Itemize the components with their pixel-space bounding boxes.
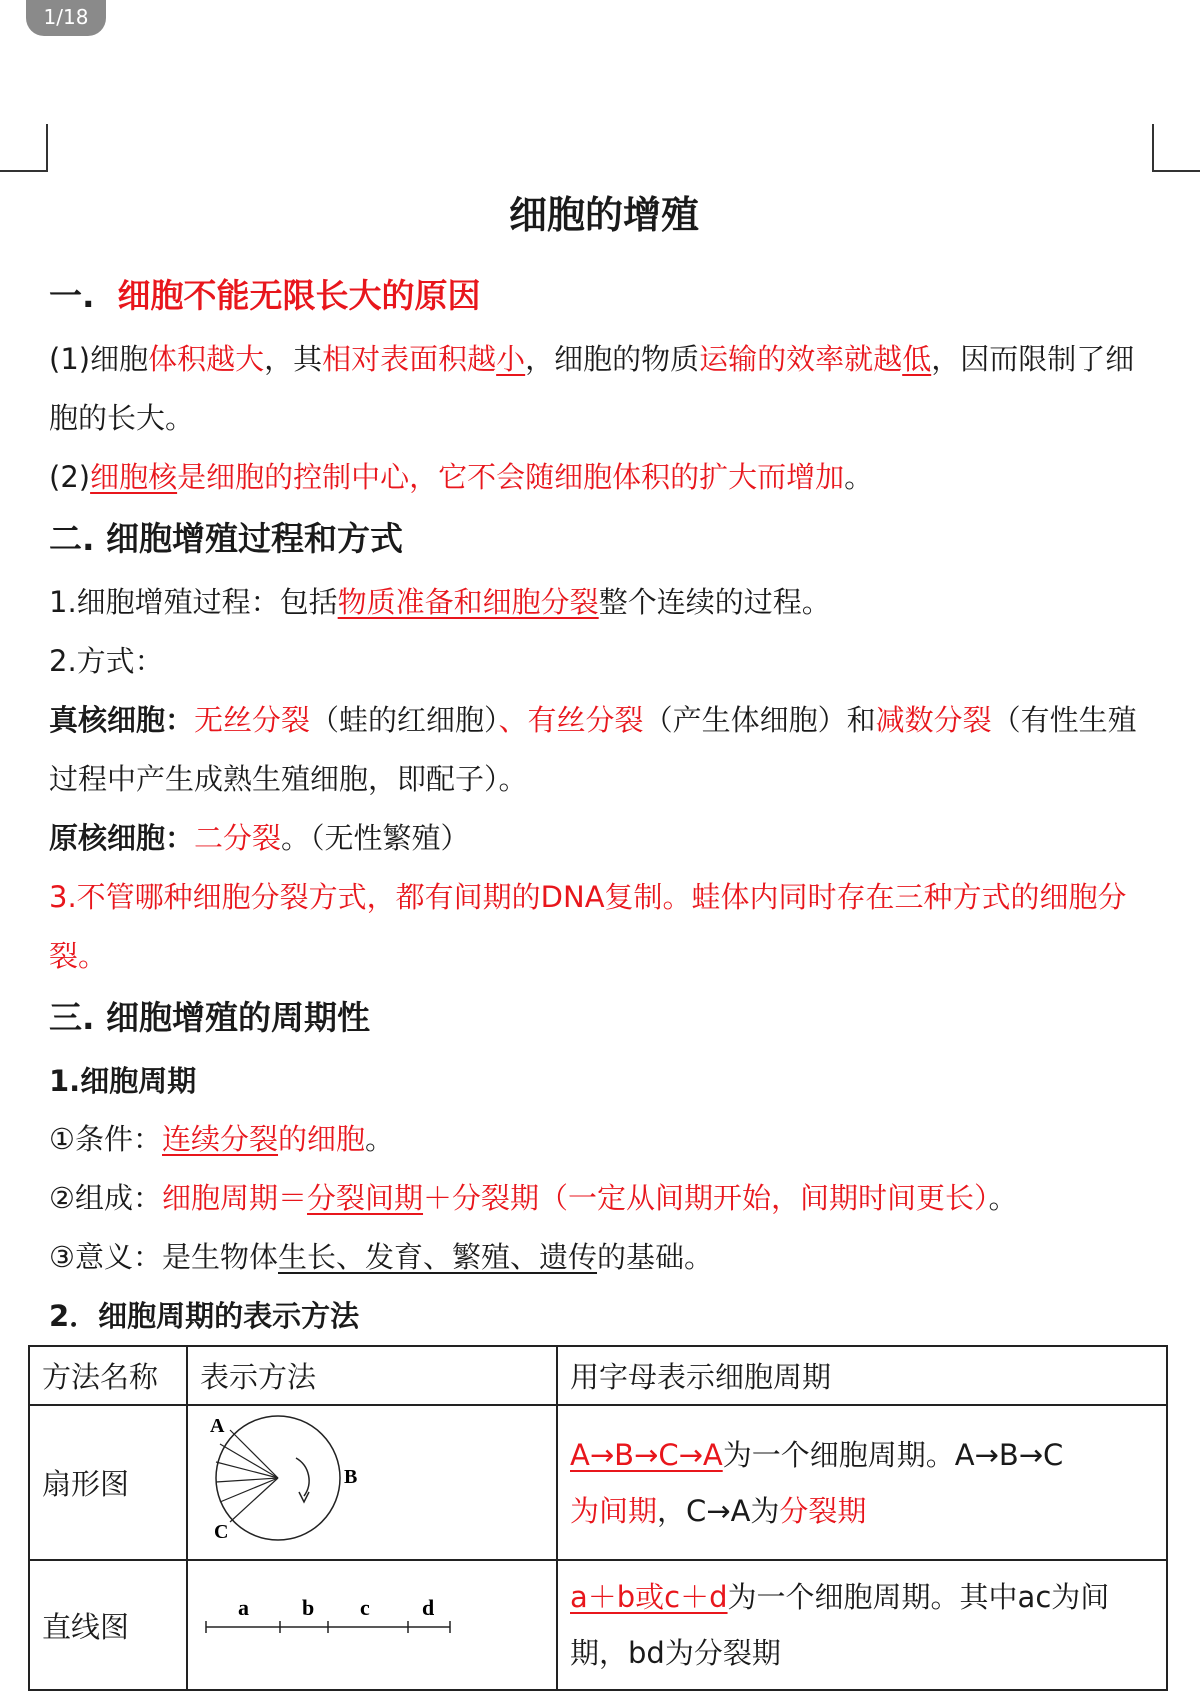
highlight-run: 细胞核 [90, 460, 178, 494]
text-run: (1)细胞 [49, 342, 149, 376]
sector-label-C: C [214, 1521, 229, 1543]
highlight-run: 运输的效率就越 [699, 342, 903, 376]
segment-label-b: b [302, 1594, 315, 1620]
text-run: 为一个细胞周期。A→B→C [722, 1437, 1064, 1472]
section2-para2: 2.方式： [49, 644, 164, 678]
text-run: 。 [365, 1122, 395, 1156]
highlight-run: 为间期 [570, 1493, 658, 1528]
text-run: （产生体细胞）和 [643, 703, 876, 737]
text-run: 。（无性繁殖） [281, 821, 470, 855]
highlight-run: 低 [902, 342, 932, 376]
highlight-run: 二分裂 [194, 821, 282, 855]
line-description-cell [557, 1560, 1167, 1690]
highlight-run: 连续分裂 [162, 1122, 279, 1156]
section1-heading [49, 268, 1159, 324]
text-run: ②组成： [49, 1181, 162, 1215]
section2-para3 [49, 691, 1159, 809]
sector-description-cell [557, 1405, 1167, 1560]
section2-heading: 二. 细胞增殖过程和方式 [49, 519, 404, 558]
highlight-run: 体积越大 [148, 342, 265, 376]
section2-para5 [49, 868, 1159, 986]
text-run: 。 [844, 460, 874, 494]
highlight-run: 的细胞 [278, 1122, 366, 1156]
highlight-run: ＋分裂期（一定从间期开始，间期时间更长） [423, 1181, 989, 1215]
section1-para1 [49, 330, 1159, 448]
line-diagram-cell [187, 1560, 557, 1690]
table-row [29, 1560, 1167, 1690]
highlight-run: 分裂期 [779, 1493, 867, 1528]
segment-label-a: a [238, 1594, 249, 1620]
text-run: 的基础。 [597, 1240, 714, 1274]
text-run: （有性生殖过程中产生成熟生殖细胞，即配子）。 [49, 703, 1137, 796]
sector-diagram-cell [187, 1405, 557, 1560]
section3-item2 [49, 1169, 1159, 1228]
highlight-run: 细胞周期＝ [162, 1181, 308, 1215]
clockwise-arrow-icon [296, 1458, 309, 1496]
section3-subheading1: 1.细胞周期 [49, 1064, 197, 1098]
arrowhead-icon [299, 1492, 309, 1502]
bold-label: 原核细胞： [49, 821, 195, 855]
page-indicator: 1/18 [26, 0, 106, 36]
segment-label-c: c [360, 1594, 370, 1620]
highlight-run: a＋b或c＋d [570, 1580, 728, 1614]
section3-item3 [49, 1228, 1159, 1287]
sector-label-A: A [210, 1415, 225, 1437]
text-run: ，其 [264, 342, 323, 376]
text-run: （蛙的红细胞） [310, 703, 499, 737]
highlight-run: 不管哪种细胞分裂方式，都有间期的DNA复制。蛙体内同时存在三种方式的细胞分裂。 [49, 880, 1127, 973]
cell-cycle-methods-table [28, 1345, 1168, 1691]
text-run: ，细胞的物质 [525, 342, 700, 376]
text-run: 。 [988, 1181, 1018, 1215]
highlight-run: 物质准备和细胞分裂 [337, 585, 599, 619]
section3-heading: 三. 细胞增殖的周期性 [49, 998, 371, 1037]
text-run: ，因而限制了细胞的长大。 [49, 342, 1135, 435]
table-row [29, 1405, 1167, 1560]
table-header-cell: 方法名称 [29, 1346, 187, 1405]
highlight-run: 无丝分裂 [194, 703, 311, 737]
highlight-run: 小 [496, 342, 526, 376]
segment-label-d: d [422, 1594, 435, 1620]
sector-diagram [188, 1406, 554, 1552]
highlight-run: 3. [49, 880, 77, 914]
section1-para2 [49, 448, 1159, 507]
sector-radius [216, 1462, 278, 1478]
section2-para4 [49, 809, 1159, 868]
text-run: ③意义：是生物体 [49, 1240, 278, 1274]
bold-label: 真核细胞： [49, 703, 195, 737]
page-corner-mark-right [1152, 124, 1200, 172]
table-header-cell: 用字母表示细胞周期 [557, 1346, 1167, 1405]
text-run: 1.细胞增殖过程：包括 [49, 585, 338, 619]
method-name-cell: 直线图 [29, 1560, 187, 1690]
section1-title: 细胞不能无限长大的原因 [117, 276, 481, 315]
text-run: ，C→A为 [657, 1493, 780, 1528]
text-run: ①条件： [49, 1122, 162, 1156]
section1-number: 一. [49, 276, 95, 315]
text-run: 整个连续的过程。 [598, 585, 831, 619]
table-header-cell: 表示方法 [187, 1346, 557, 1405]
highlight-run: A→B→C→A [570, 1437, 723, 1472]
page-title: 细胞的增殖 [508, 193, 699, 237]
section2-para1 [49, 573, 1159, 632]
line-diagram [188, 1563, 554, 1681]
sector-label-B: B [344, 1466, 358, 1488]
highlight-run: 是细胞的控制中心，它不会随细胞体积的扩大而增加 [177, 460, 845, 494]
method-name-cell: 扇形图 [29, 1405, 187, 1560]
section3-subheading2: 2．细胞周期的表示方法 [49, 1299, 360, 1333]
underlined-run: 生长、发育、繁殖、遗传 [278, 1240, 598, 1274]
text-run: 为一个细胞周期。其中ac为间期，bd为分裂期 [570, 1580, 1110, 1670]
highlight-run: 、有丝分裂 [498, 703, 644, 737]
section3-item1 [49, 1110, 1159, 1169]
highlight-run: 减数分裂 [875, 703, 992, 737]
text-run: (2) [49, 460, 91, 494]
sector-radius [230, 1478, 278, 1522]
highlight-run: 分裂间期 [307, 1181, 424, 1215]
table-header-row [29, 1346, 1167, 1405]
highlight-run: 相对表面积越 [322, 342, 497, 376]
document-body [49, 180, 1159, 1345]
page-corner-mark-left [0, 124, 48, 172]
